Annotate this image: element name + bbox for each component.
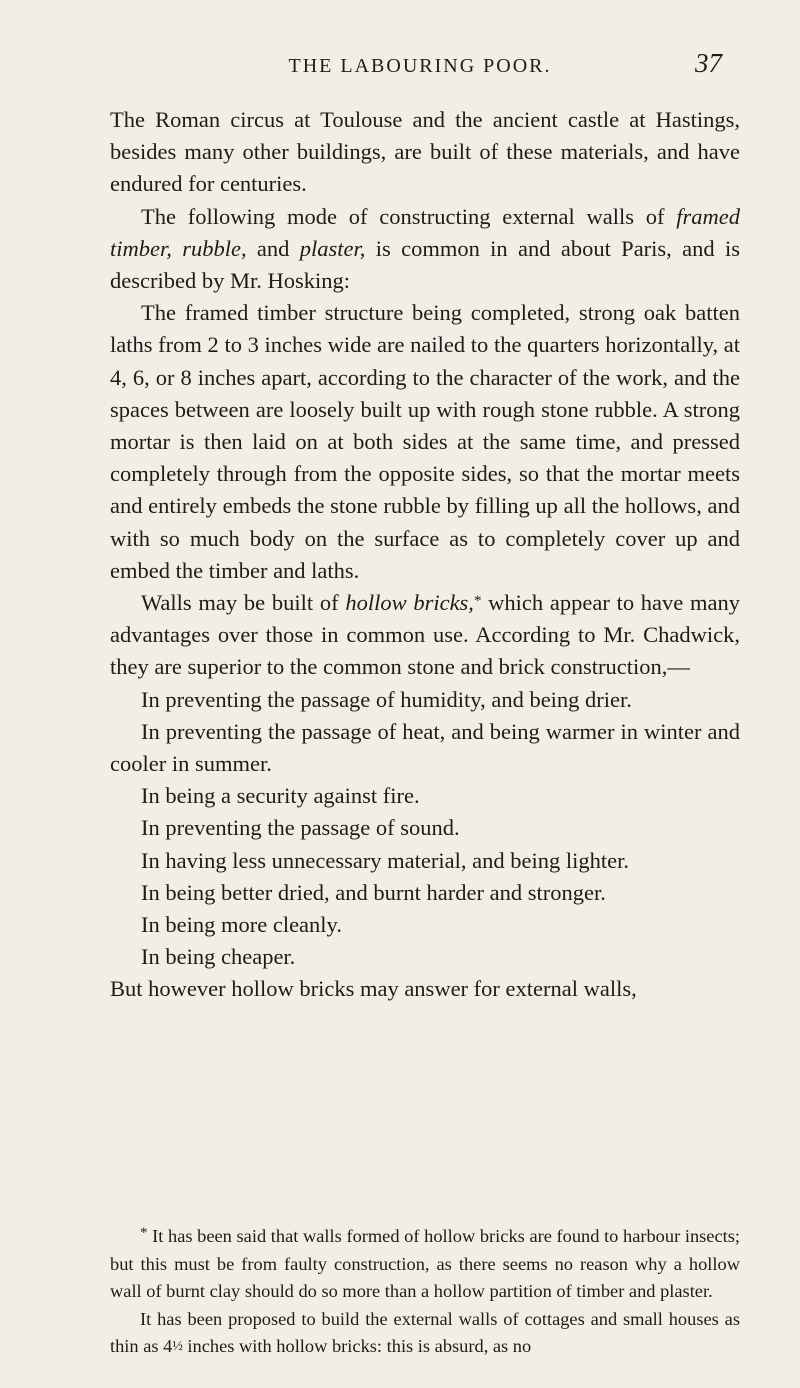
list-item-cleanly: In being more cleanly. xyxy=(141,912,342,938)
paragraph-hollow-bricks xyxy=(110,587,740,684)
footnote-thin-walls-text: It has been proposed to build the external walls of cottages and small houses as thin as 4 xyxy=(110,1308,740,1356)
list-item-humidity: In preventing the passage of humidity, and being drier. xyxy=(141,686,632,712)
running-head xyxy=(118,48,722,80)
footnotes xyxy=(110,1223,740,1361)
footnote-thin-walls xyxy=(110,1306,740,1361)
hollow-bricks-term: hollow bricks, xyxy=(345,590,474,616)
page-number: 37 xyxy=(695,48,722,78)
framed-timber-and: and xyxy=(246,235,300,261)
paragraph-continuation: But however hollow bricks may answer for external walls, xyxy=(110,976,637,1002)
list-item-lighter: In having less unnecessary material, and being lighter. xyxy=(141,847,629,873)
plaster-term: plaster, xyxy=(299,235,366,261)
footnote-mark: * xyxy=(140,1225,148,1241)
list-item-cheaper: In being cheaper. xyxy=(141,944,296,970)
list-item-stronger: In being better dried, and burnt harder and stronger. xyxy=(141,879,606,905)
framed-timber-intro-text: The following mode of constructing external walls of xyxy=(141,203,677,229)
footnote-insects xyxy=(110,1223,740,1306)
body-text xyxy=(110,104,740,1006)
list-item-fire: In being a security against fire. xyxy=(141,783,420,809)
running-title: THE LABOURING POOR. xyxy=(288,55,552,77)
footnote-reference: * xyxy=(473,593,482,610)
framed-timber-intro-end: is common in and about Paris, and is described by Mr. Hosking: xyxy=(110,235,740,294)
footnote-insects-text: It has been said that walls formed of hollow bricks are found to harbour insects; but this must be from faulty construction, as there seems no reason why a hollow wall of burnt clay should do so more than a hollow partition of timber and plaster. xyxy=(110,1226,740,1301)
fraction-half: ½ xyxy=(172,1339,183,1354)
paragraph-framed-timber-intro xyxy=(110,201,740,298)
hollow-bricks-text: which appear to have many advantages over those in common use. According to Mr. Chadwick, they are superior to the common stone and brick construction,— xyxy=(110,590,741,680)
footnote-thin-walls-end: inches with hollow bricks: this is absurd, as no xyxy=(182,1336,532,1356)
framed-timber-rubble-term: framed timber, rubble, xyxy=(110,203,740,261)
list-item-sound: In preventing the passage of sound. xyxy=(141,815,460,841)
list-item-heat: In preventing the passage of heat, and being warmer in winter and cooler in summer. xyxy=(110,718,740,777)
paragraph-construction-method: The framed timber structure being completed, strong oak batten laths from 2 to 3 inches wide are nailed to the quarters horizontally, at 4, 6, or 8 inches apart, according to the character of the work, and the spaces between are loosely built up with rough stone rubble. A strong mortar is then laid on at both sides at the same time, and pressed completely through from the opposite sides, so that the mortar meets and entirely embeds the stone rubble by filling up all the hollows, and with so much body on the surface as to completely cover up and embed the timber and laths. xyxy=(110,300,740,583)
hollow-bricks-intro: Walls may be built of xyxy=(141,590,346,616)
paragraph-roman-circus: The Roman circus at Toulouse and the ancient castle at Hastings, besides many other buildings, are built of these materials, and have endured for centuries. xyxy=(110,107,740,197)
